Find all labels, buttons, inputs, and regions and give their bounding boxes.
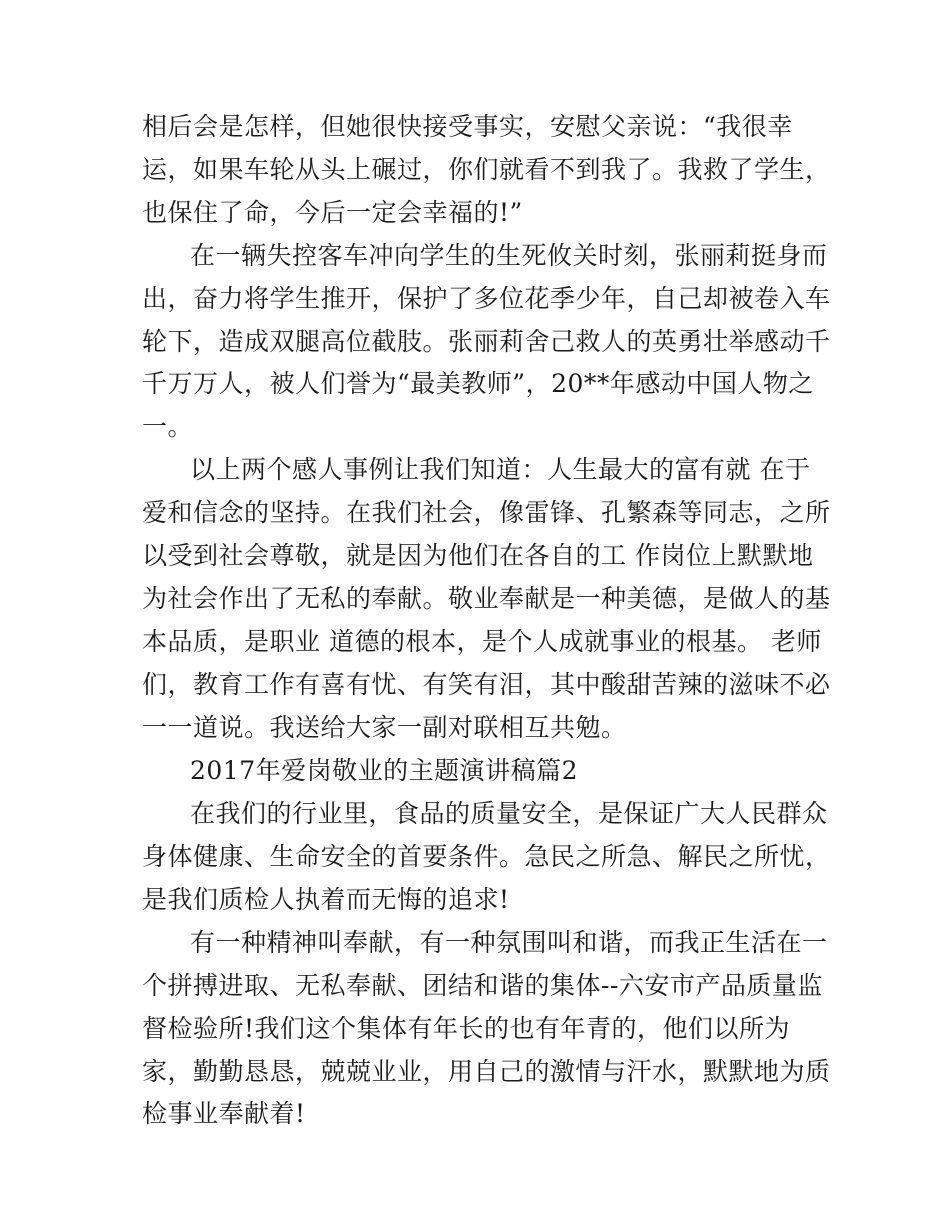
text-line: 身体健康、生命安全的首要条件。急民之所急、解民之所忧， (142, 842, 831, 871)
text-line: 轮下，造成双腿高位截肢。张丽莉舍己救人的英勇壮举感动千 (142, 327, 831, 356)
text-line: 检事业奉献着! (142, 1099, 306, 1128)
text-line: 千万万人，被人们誉为“最美教师”，20**年感动中国人物之 (142, 369, 814, 398)
text-line: 相后会是怎样，但她很快接受事实，安慰父亲说：“我很幸 (142, 112, 793, 141)
section-heading: 2017年爱岗敬业的主题演讲稿篇2 (190, 756, 579, 785)
text-line: 以受到社会尊敬，就是因为他们在各自的工 作岗位上默默地 (142, 541, 814, 570)
text-line: 督检验所!我们这个集体有年长的也有年青的，他们以所为 (142, 1014, 791, 1043)
text-line: 本品质，是职业 道德的根本，是个人成就事业的根基。 老师 (142, 627, 822, 656)
text-line: 也保住了命，今后一定会幸福的!” (142, 198, 523, 227)
paragraph-start-line: 在一辆失控客车冲向学生的生死攸关时刻，张丽莉挺身而 (190, 241, 828, 270)
paragraph-start-line: 以上两个感人事例让我们知道：人生最大的富有就 在于 (190, 455, 811, 484)
text-line: 家，勤勤恳恳，兢兢业业，用自己的激情与汗水，默默地为质 (142, 1057, 831, 1086)
paragraph-start-line: 有一种精神叫奉献，有一种氛围叫和谐，而我正生活在一 (190, 928, 828, 957)
text-line: 们，教育工作有喜有忧、有笑有泪，其中酸甜苦辣的滋味不必 (142, 670, 831, 699)
paragraph-start-line: 在我们的行业里，食品的质量安全，是保证广大人民群众 (190, 799, 828, 828)
text-line: 出，奋力将学生推开，保护了多位花季少年，自己却被卷入车 (142, 284, 831, 313)
text-line: 一一道说。我送给大家一副对联相互共勉。 (142, 713, 627, 742)
text-line: 一。 (142, 412, 194, 441)
text-line: 爱和信念的坚持。在我们社会，像雷锋、孔繁森等同志，之所 (142, 498, 831, 527)
text-line: 为社会作出了无私的奉献。敬业奉献是一种美德，是做人的基 (142, 584, 831, 613)
text-line: 运，如果车轮从头上碾过，你们就看不到我了。我救了学生， (142, 155, 831, 184)
text-line: 是我们质检人执着而无悔的追求! (142, 885, 510, 914)
text-line: 个拼搏进取、无私奉献、团结和谐的集体--六安市产品质量监 (142, 971, 823, 1000)
